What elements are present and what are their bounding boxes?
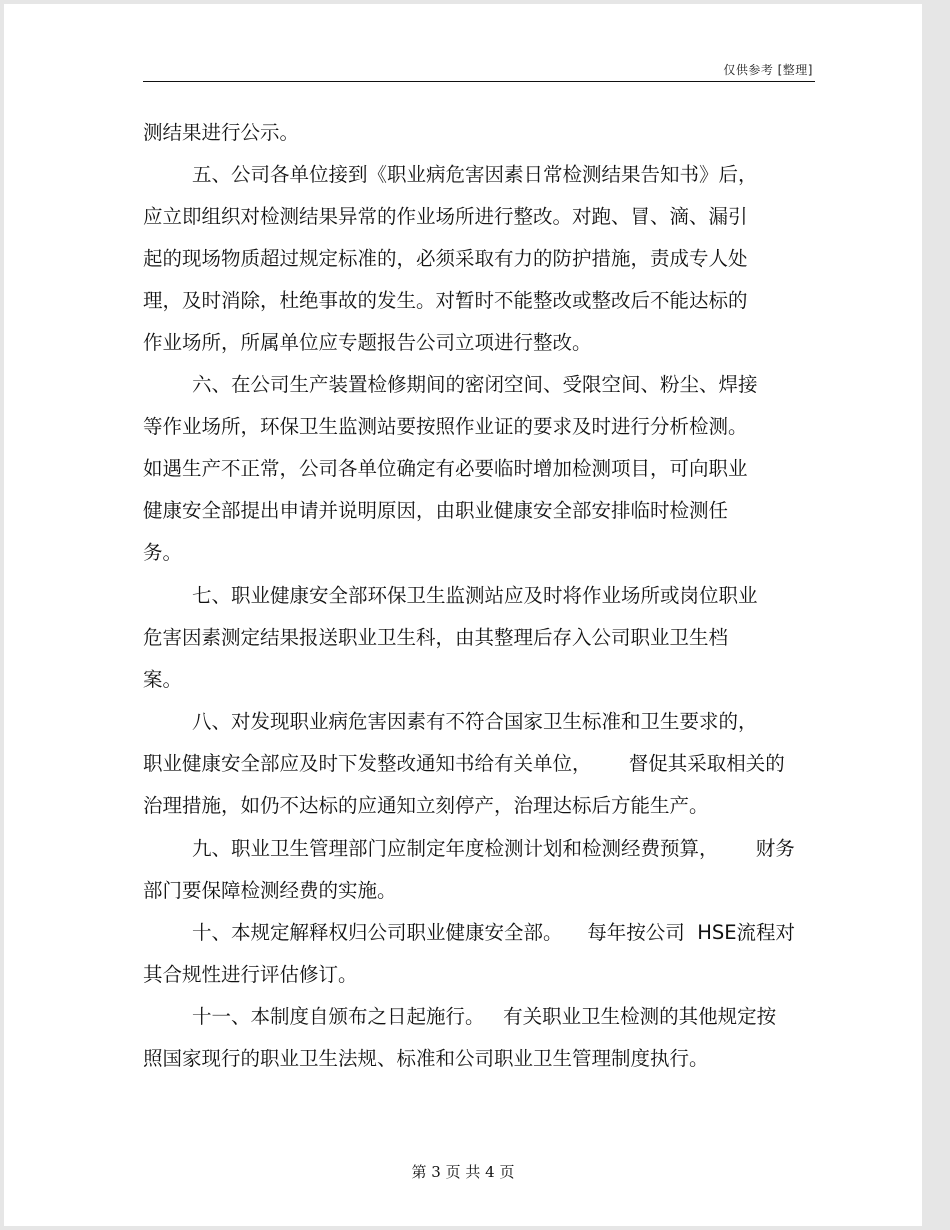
text-line: 如遇生产不正常，公司各单位确定有必要临时增加检测项目，可向职业 — [143, 457, 748, 480]
text-line: 务。 — [143, 541, 183, 564]
text-line: 八、对发现职业病危害因素有不符合国家卫生标准和卫生要求的， — [192, 710, 758, 733]
text-line: 九、职业卫生管理部门应制定年度检测计划和检测经费预算， 财务 — [192, 837, 795, 860]
text-line: 理，及时消除，杜绝事故的发生。对暂时不能整改或整改后不能达标的 — [143, 289, 748, 312]
text-line: 危害因素测定结果报送职业卫生科，由其整理后存入公司职业卫生档 — [143, 626, 729, 649]
text-line: 职业健康安全部应及时下发整改通知书给有关单位， 督促其采取相关的 — [143, 752, 785, 775]
text-line: 测结果进行公示。 — [143, 121, 300, 144]
text-line: 起的现场物质超过规定标准的，必须采取有力的防护措施，责成专人处 — [143, 247, 748, 270]
text-line: 其合规性进行评估修订。 — [143, 963, 358, 986]
text-line: 作业场所，所属单位应专题报告公司立项进行整改。 — [143, 331, 592, 354]
text-line: 照国家现行的职业卫生法规、标准和公司职业卫生管理制度执行。 — [143, 1047, 709, 1070]
text-line: 案。 — [143, 668, 183, 691]
document-page — [4, 4, 922, 1226]
header-note: 仅供参考 [整理] — [723, 63, 813, 77]
text-line: 六、在公司生产装置检修期间的密闭空间、受限空间、粉尘、焊接 — [192, 373, 758, 396]
text-line: 五、公司各单位接到《职业病危害因素日常检测结果告知书》后， — [192, 163, 758, 186]
text-line: 十一、本制度自颁布之日起施行。 有关职业卫生检测的其他规定按 — [192, 1005, 777, 1028]
text-line: 应立即组织对检测结果异常的作业场所进行整改。对跑、冒、滴、漏引 — [143, 205, 748, 228]
text-line: 十、本规定解释权归公司职业健康安全部。 每年按公司 HSE流程对 — [192, 921, 796, 944]
text-line: 治理措施，如仍不达标的应通知立刻停产，治理达标后方能生产。 — [143, 794, 709, 817]
text-line: 健康安全部提出申请并说明原因，由职业健康安全部安排临时检测任 — [143, 499, 729, 522]
text-line: 等作业场所，环保卫生监测站要按照作业证的要求及时进行分析检测。 — [143, 415, 748, 438]
page-header — [143, 61, 815, 82]
text-line: 七、职业健康安全部环保卫生监测站应及时将作业场所或岗位职业 — [192, 584, 758, 607]
page-footer: 第 3 页 共 4 页 — [411, 1163, 515, 1181]
text-line: 部门要保障检测经费的实施。 — [143, 879, 397, 902]
